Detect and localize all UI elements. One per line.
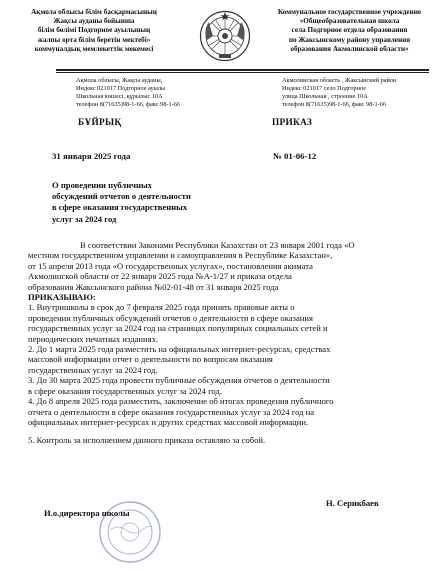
header-divider <box>56 69 429 71</box>
address-left-line: Индекс 021017 Подгорное ауылы <box>76 85 166 92</box>
spacer <box>28 427 428 435</box>
address-left-line: Ақмола облысы, Жақсы ауданы, <box>76 77 163 84</box>
preamble-line: Акмолинской области от 22 января 2025 года №А-1/27 и приказа отдела <box>28 271 292 282</box>
item-1-line: проведении публичных обсуждений отчетов о деятельности в сфере оказания <box>28 312 313 323</box>
doc-type-kazakh: БҰЙРЫҚ <box>78 118 122 128</box>
item-3-line: 3. До 30 марта 2025 года провести публичные обсуждения отчетов о деятельности <box>28 375 330 386</box>
signatory-position: И.о.директора школы <box>44 508 130 518</box>
preamble-line: местном государственном управлении и самоуправления в Республике Казахстан», <box>28 250 333 261</box>
item-4-line: официальных интернет-ресурсах и других средствах массовой информации. <box>28 416 309 427</box>
header-right-line: «Общеобразовательная школа <box>299 17 400 26</box>
item-2-line: массовой информации отчет о деятельности по вопросам оказания <box>28 354 273 365</box>
order-heading: ПРИКАЗЫВАЮ: <box>28 292 96 303</box>
address-right-line: Акмолинская область , Жаксынский район <box>282 77 397 84</box>
item-4-line: 4. До 8 апреля 2025 года разместить, заключение об итогах проведения публичного <box>28 396 334 407</box>
item-4-line: отчета о деятельности в сфере оказания государственных услуг за 2024 год на <box>28 406 315 417</box>
subject-line: обсуждений отчетов о деятельности <box>52 191 191 202</box>
item-2-line: 2. До 1 марта 2025 года разместить на официальных интернет-ресурсах, средствах <box>28 344 331 355</box>
header-right-line: по Жаксынскому району управления <box>288 35 411 44</box>
header-left-line: Жақсы ауданы бойынша <box>53 17 135 26</box>
address-left-line: телефон 8(71635)98-1-66, факс 98-1-66 <box>76 101 180 108</box>
header-kazakh <box>4 8 184 54</box>
preamble-line: от 15 апреля 2013 года «О государственных услугах», постановления акимата <box>28 260 313 271</box>
order-subject <box>52 180 252 225</box>
address-left-line: Школьная көшесі, құрылыс 10А <box>76 93 163 100</box>
preamble-line: образования Жаксынского района №02-01-48 от 31 января 2025 года <box>28 281 279 292</box>
header-left-line: коммуналдық мемлекеттік мекемесі <box>34 44 154 53</box>
address-right-line: Индекс 021017 село Подгорное <box>282 85 367 92</box>
header-divider-thin <box>56 72 429 73</box>
address-kazakh <box>76 77 206 109</box>
preamble-line: В соответствии Законами Республики Казахстан от 23 января 2001 года «О <box>80 240 355 250</box>
address-russian <box>282 77 437 109</box>
address-right-line: телефон 8(71635)98-1-66, факс 98-1-66 <box>282 101 386 108</box>
header-russian <box>262 8 437 54</box>
signatory-name: Н. Серикбаев <box>326 498 379 508</box>
order-body <box>28 240 428 446</box>
header-left-line: білім бөлімі Подгорное ауылының <box>37 26 151 35</box>
item-1-line: 1. Внутришколы в срок до 7 февраля 2025 года принять правовые акты о <box>28 302 295 313</box>
kazakhstan-state-emblem-icon <box>199 10 251 62</box>
header-left-line: Ақмола облысы білім басқармасының <box>31 8 157 16</box>
item-2-line: государственных услуг за 2024 год. <box>28 364 158 375</box>
item-3-line: в сфере оказания государственных услуг за 2024 год. <box>28 385 222 396</box>
header-right-line: образования Акмолинской области» <box>290 44 409 53</box>
subject-line: в сфере оказания государственных <box>52 202 188 213</box>
subject-line: услуг за 2024 год <box>52 213 117 224</box>
doc-type-russian: ПРИКАЗ <box>272 118 313 128</box>
order-date: 31 января 2025 года <box>52 151 131 161</box>
header-left-line: жалпы орта білім беретін мектебі» <box>37 35 151 44</box>
header-right-line: села Подгорное отдела образования <box>291 26 408 35</box>
item-1-line: государственных услуг за 2024 год на страницах популярных социальных сетей и <box>28 323 328 334</box>
header-right-line: Коммунальное государственное учреждение <box>277 8 422 16</box>
subject-line: О проведении публичных <box>52 180 152 190</box>
item-1-line: периодических печатных изданиях. <box>28 333 159 344</box>
control-item: 5. Контроль за исполнением данного приказа оставляю за собой. <box>28 435 266 446</box>
address-right-line: улица Школьная , строение 10А <box>282 93 368 100</box>
order-number: № 01-06-12 <box>273 151 317 161</box>
